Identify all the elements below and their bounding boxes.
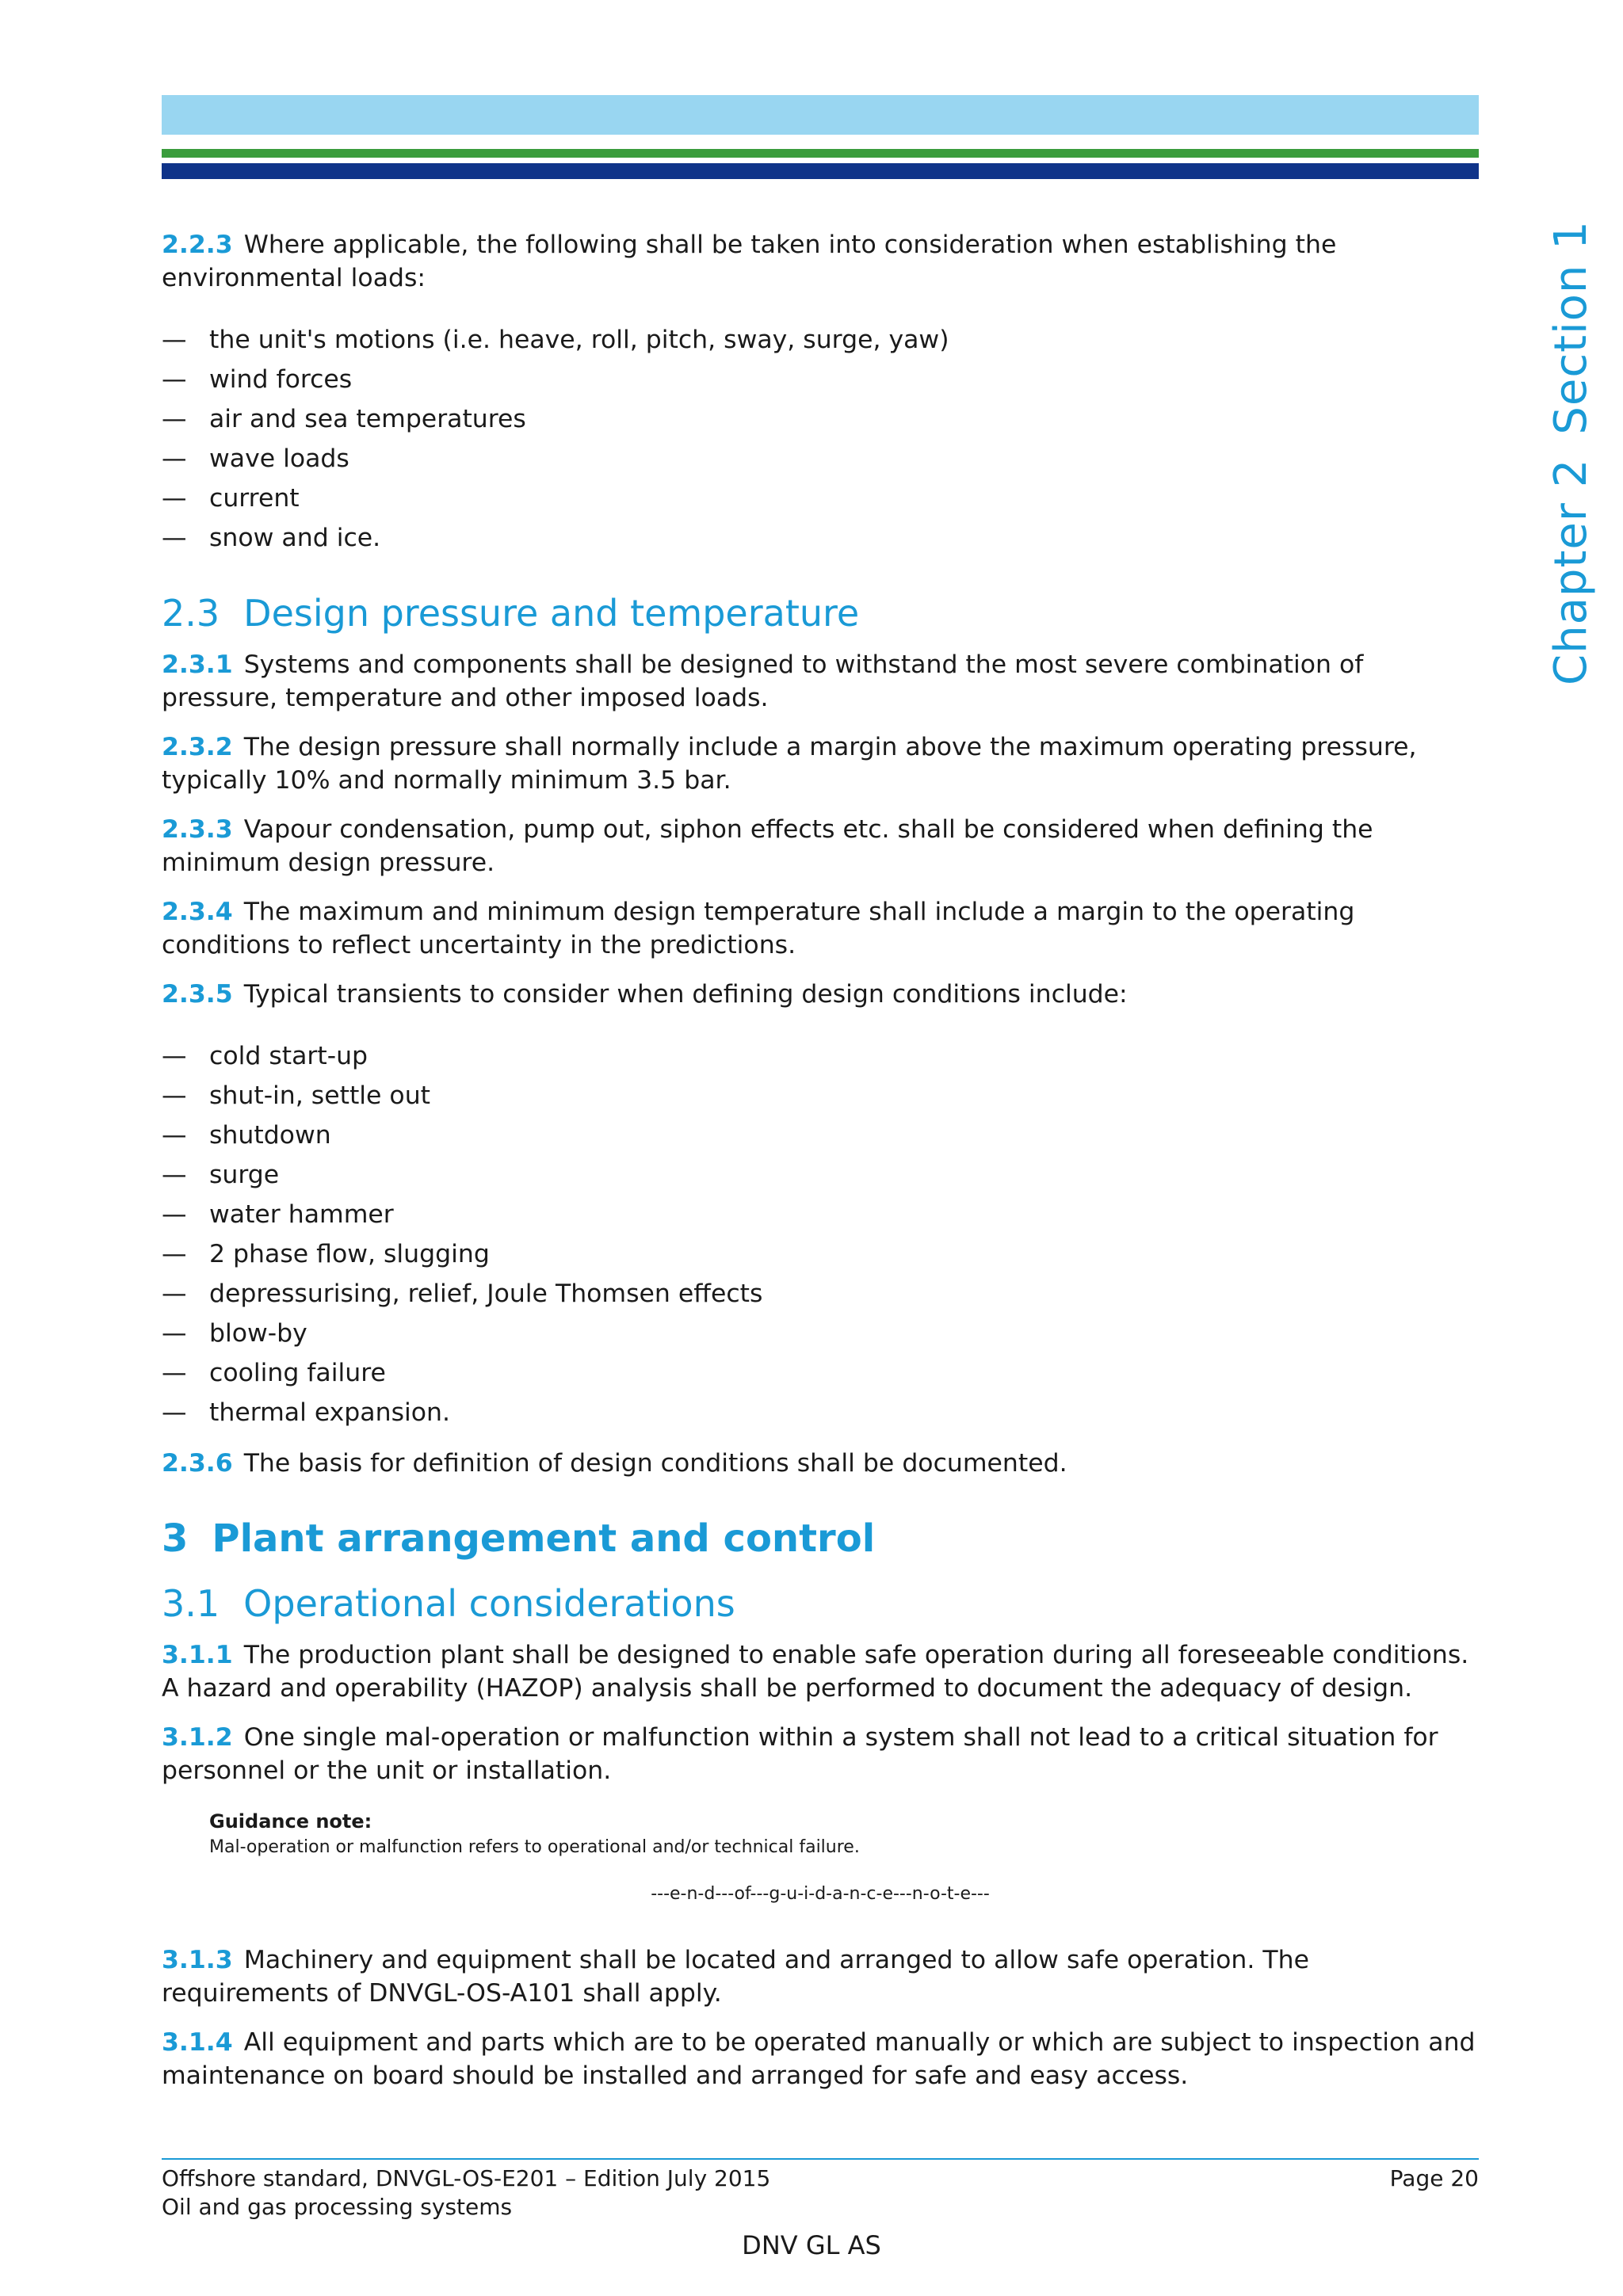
list-item: — shutdown <box>162 1121 331 1150</box>
clause-3-1-1 <box>162 1638 1479 1705</box>
clause-number: 2.3.4 <box>162 898 233 926</box>
guidance-end-marker: ---e-n-d---of---g-u-i-d-a-n-c-e---n-o-t-e--- <box>651 1884 990 1904</box>
chapter-section-label <box>1545 220 1597 685</box>
clause-number: 3.1.3 <box>162 1946 233 1974</box>
list-item: — current <box>162 484 300 513</box>
clause-2-3-5 <box>162 978 1479 1011</box>
clause-2-3-6 <box>162 1447 1479 1480</box>
clause-3-1-4 <box>162 2026 1479 2092</box>
list-item: — 2 phase flow, slugging <box>162 1240 490 1268</box>
footer-standard: Offshore standard, DNVGL-OS-E201 – Edition July 2015 <box>162 2165 771 2191</box>
list-item: — wind forces <box>162 365 353 394</box>
guidance-title: Guidance note: <box>209 1810 372 1833</box>
clause-text: Systems and components shall be designed to withstand the most severe combination of pressure, temperature and other imposed loads. <box>162 650 1364 712</box>
list-item: — thermal expansion. <box>162 1398 450 1427</box>
list-item: — surge <box>162 1161 280 1189</box>
clause-2-3-1 <box>162 648 1479 715</box>
clause-2-3-4 <box>162 895 1479 962</box>
heading-3: 3 Plant arrangement and control <box>162 1516 876 1561</box>
clause-text: The design pressure shall normally include a margin above the maximum operating pressure, typically 10% and normally minimum 3.5 bar. <box>162 733 1417 795</box>
footer-company: DNV GL AS <box>742 2230 881 2260</box>
clause-number: 3.1.1 <box>162 1641 233 1669</box>
clause-number: 2.3.1 <box>162 650 233 679</box>
clause-text: Vapour condensation, pump out, siphon effects etc. shall be considered when defining the minimum design pressure. <box>162 815 1373 877</box>
environmental-loads-list <box>162 320 1479 558</box>
list-item: — depressurising, relief, Joule Thomsen effects <box>162 1280 763 1308</box>
clause-2-3-2 <box>162 730 1479 797</box>
clause-text: Where applicable, the following shall be taken into consideration when establishing the environmental loads: <box>162 231 1337 292</box>
clause-text: One single mal-operation or malfunction within a system shall not lead to a critical situation for personnel or the unit or installation. <box>162 1723 1438 1785</box>
list-item: — blow-by <box>162 1319 307 1348</box>
list-item: — shut-in, settle out <box>162 1081 431 1110</box>
clause-text: All equipment and parts which are to be operated manually or which are subject to inspection and maintenance on board should be installed and arranged for safe and easy access. <box>162 2028 1476 2090</box>
clause-number: 2.2.3 <box>162 231 233 259</box>
list-item: — air and sea temperatures <box>162 405 526 433</box>
guidance-note <box>209 1808 1479 1860</box>
header-bar-light <box>162 95 1479 135</box>
page-content <box>162 228 1479 2108</box>
clause-3-1-2 <box>162 1721 1479 1787</box>
heading-3-1: 3.1 Operational considerations <box>162 1582 735 1625</box>
clause-number: 2.3.5 <box>162 980 233 1009</box>
section-label: Section 1 <box>1545 220 1597 435</box>
list-item: — the unit's motions (i.e. heave, roll, pitch, sway, surge, yaw) <box>162 326 949 354</box>
heading-2-3: 2.3 Design pressure and temperature <box>162 592 860 635</box>
clause-number: 2.3.2 <box>162 733 233 761</box>
clause-number: 3.1.2 <box>162 1723 233 1752</box>
list-item: — cooling failure <box>162 1359 386 1387</box>
clause-3-1-3 <box>162 1943 1479 2010</box>
clause-number: 2.3.6 <box>162 1449 233 1478</box>
page-number: Page 20 <box>1389 2165 1479 2191</box>
guidance-text: Mal-operation or malfunction refers to operational and/or technical failure. <box>209 1837 860 1857</box>
clause-number: 3.1.4 <box>162 2028 233 2057</box>
clause-text: The production plant shall be designed to enable safe operation during all foreseeable conditions. A hazard and operability (HAZOP) analysis shall be performed to document the adequacy of design. <box>162 1641 1469 1703</box>
clause-number: 2.3.3 <box>162 815 233 844</box>
list-item: — snow and ice. <box>162 524 381 552</box>
transients-list <box>162 1036 1479 1432</box>
footer-document-info <box>162 2164 770 2222</box>
footer-title: Oil and gas processing systems <box>162 2194 513 2220</box>
list-item: — wave loads <box>162 444 349 473</box>
footer-rule <box>162 2158 1479 2160</box>
list-item: — cold start-up <box>162 1042 369 1070</box>
clause-2-2-3 <box>162 228 1479 295</box>
header-bar-green <box>162 149 1479 158</box>
clause-text: Machinery and equipment shall be located and arranged to allow safe operation. The requirements of DNVGL-OS-A101 shall apply. <box>162 1946 1309 2008</box>
clause-2-3-3 <box>162 813 1479 879</box>
clause-text: Typical transients to consider when defining design conditions include: <box>243 980 1128 1009</box>
clause-text: The basis for definition of design conditions shall be documented. <box>243 1449 1067 1478</box>
header-bar-navy <box>162 163 1479 179</box>
chapter-label: Chapter 2 <box>1545 458 1597 685</box>
clause-text: The maximum and minimum design temperature shall include a margin to the operating conditions to reflect uncertainty in the predictions. <box>162 898 1355 959</box>
list-item: — water hammer <box>162 1200 394 1229</box>
